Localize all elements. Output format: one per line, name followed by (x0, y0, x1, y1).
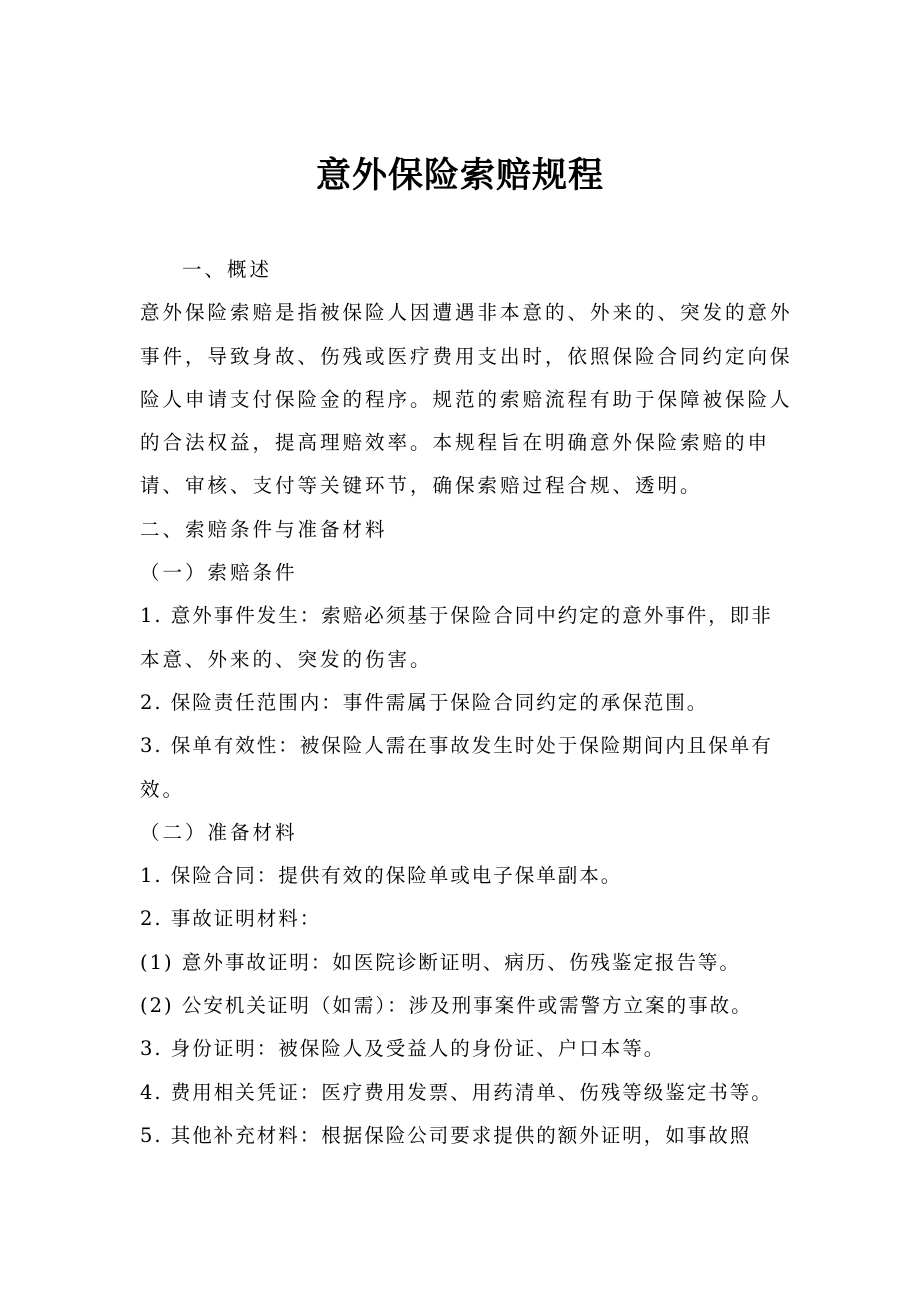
paragraph-line: 请、审核、支付等关键环节，确保索赔过程合规、透明。 (140, 474, 703, 498)
sub-list-item: (2) 公安机关证明（如需）：涉及刑事案件或需警方立案的事故。 (140, 994, 753, 1018)
section-heading-conditions-materials: 二、索赔条件与准备材料 (140, 517, 388, 541)
list-item-continuation: 效。 (140, 777, 186, 801)
section-heading-overview: 一、概述 (182, 258, 273, 281)
paragraph-line: 的合法权益，提高理赔效率。本规程旨在明确意外保险索赔的申 (140, 431, 771, 455)
list-item: 2. 保险责任范围内：事件需属于保险合同约定的承保范围。 (140, 690, 709, 714)
subsection-heading-conditions: （一）索赔条件 (140, 561, 298, 585)
list-item: 3. 保单有效性：被保险人需在事故发生时处于保险期间内且保单有 (140, 734, 773, 758)
document-body (140, 248, 793, 1157)
paragraph-line: 意外保险索赔是指被保险人因遭遇非本意的、外来的、突发的意外 (140, 301, 793, 325)
subsection-heading-materials: （二）准备材料 (140, 820, 298, 844)
list-item: 1. 保险合同：提供有效的保险单或电子保单副本。 (140, 864, 623, 888)
document-title: 意外保险索赔规程 (315, 156, 604, 196)
list-item: 2. 事故证明材料： (140, 907, 322, 931)
list-item-continuation: 本意、外来的、突发的伤害。 (140, 647, 433, 671)
list-item: 3. 身份证明：被保险人及受益人的身份证、户口本等。 (140, 1037, 666, 1061)
paragraph-line: 险人申请支付保险金的程序。规范的索赔流程有助于保障被保险人 (140, 387, 793, 411)
list-item: 4. 费用相关凭证：医疗费用发票、用药清单、伤残等级鉴定书等。 (140, 1080, 773, 1104)
paragraph-line: 事件，导致身故、伤残或医疗费用支出时，依照保险合同约定向保 (140, 344, 793, 368)
list-item: 1. 意外事件发生：索赔必须基于保险合同中约定的意外事件，即非 (140, 604, 773, 628)
list-item: 5. 其他补充材料：根据保险公司要求提供的额外证明，如事故照 (140, 1123, 752, 1147)
sub-list-item: (1) 意外事故证明：如医院诊断证明、病历、伤残鉴定报告等。 (140, 950, 741, 974)
